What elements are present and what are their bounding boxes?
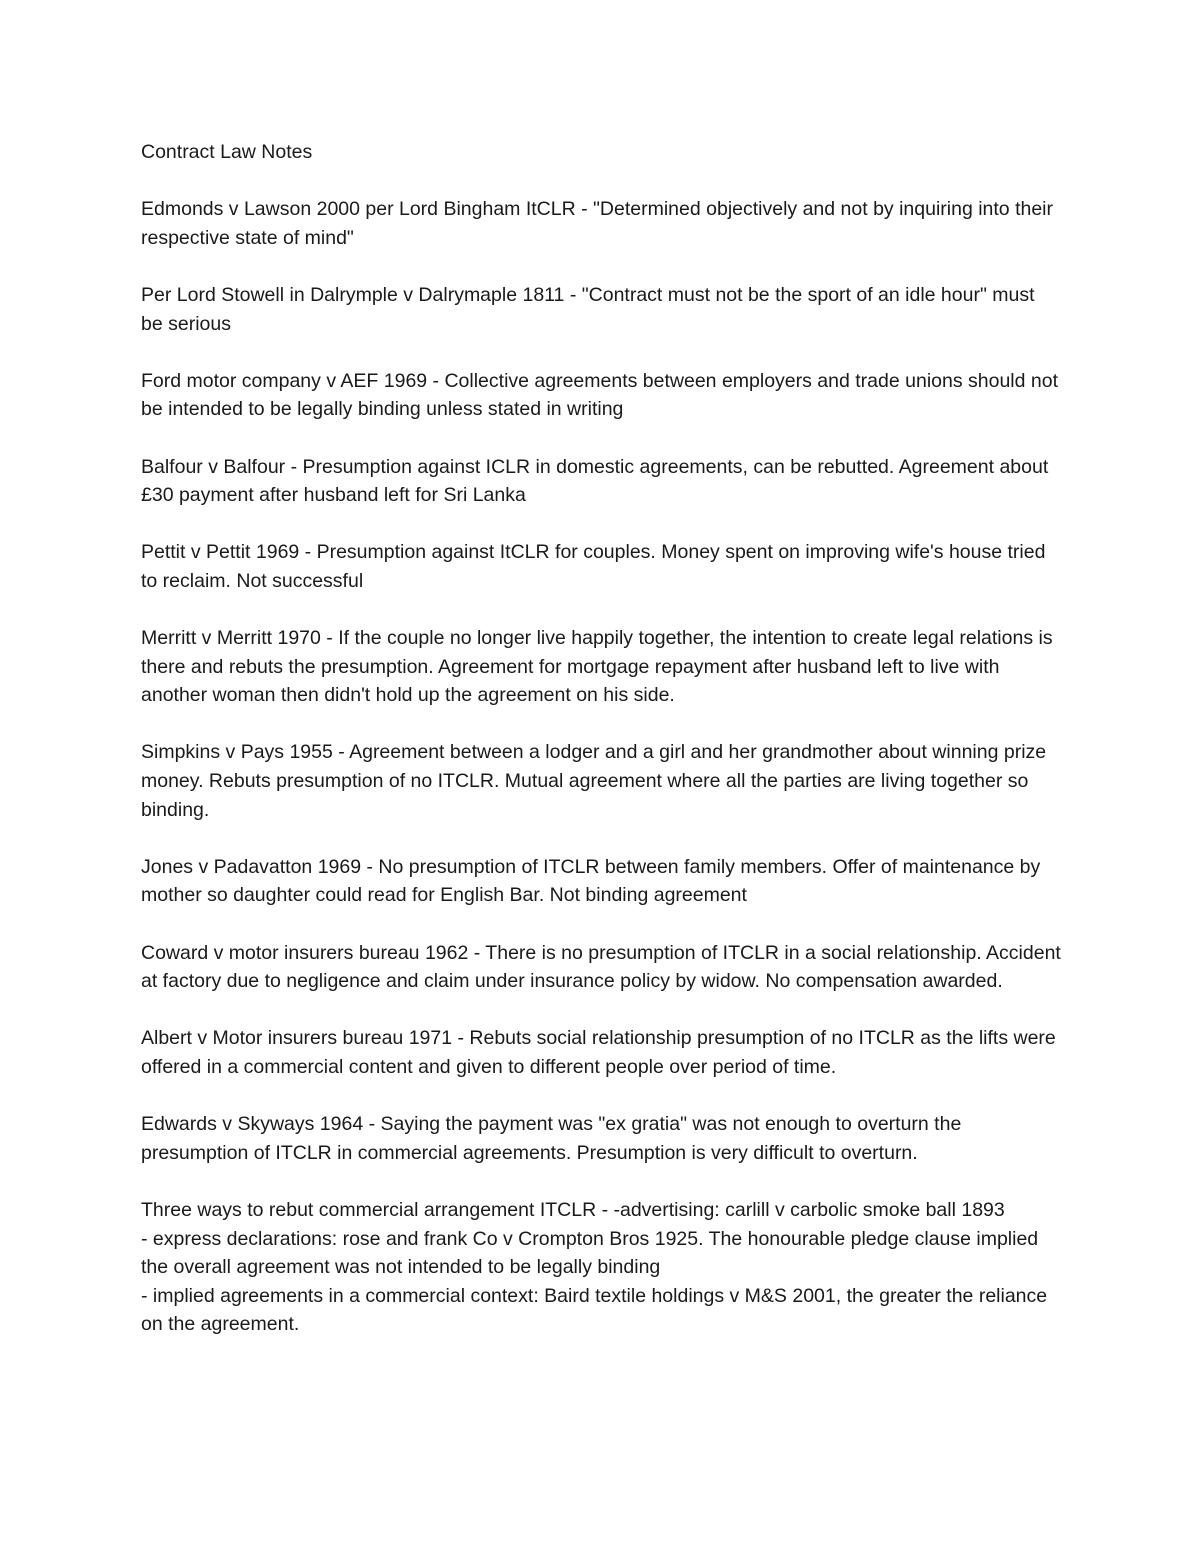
three-ways-implied-agreements-line: - implied agreements in a commercial context: Baird textile holdings v M&S 2001, the greater the reliance on the agreement. (141, 1284, 1048, 1336)
three-ways-intro-line: Three ways to rebut commercial arrangement ITCLR - -advertising: carlill v carbolic smoke ball 1893 (141, 1198, 1005, 1221)
note-paragraph-albert: Albert v Motor insurers bureau 1971 - Rebuts social relationship presumption of no ITCLR as the lifts were offered in a commercial content and given to different people over period of time. (141, 1027, 1056, 1078)
note-paragraph-coward: Coward v motor insurers bureau 1962 - There is no presumption of ITCLR in a social relationship. Accident at factory due to negligence and claim under insurance policy by widow. No compensation awarded. (141, 941, 1061, 993)
three-ways-express-declarations-line: - express declarations: rose and frank Co v Crompton Bros 1925. The honourable pledge clause implied the overall agreement was not intended to be legally binding (141, 1227, 1039, 1279)
note-paragraph-simpkins: Simpkins v Pays 1955 - Agreement between a lodger and a girl and her grandmother about winning prize money. Rebuts presumption of no ITCLR. Mutual agreement where all the parties are living together so binding. (141, 741, 1047, 821)
document-body (141, 138, 1061, 1368)
note-paragraph-jones: Jones v Padavatton 1969 - No presumption of ITCLR between family members. Offer of maintenance by mother so daughter could read for English Bar. Not binding agreement (141, 855, 1041, 907)
note-paragraph-pettit: Pettit v Pettit 1969 - Presumption against ItCLR for couples. Money spent on improving wife's house tried to reclaim. Not successful (141, 541, 1046, 592)
note-paragraph-three-ways (141, 1196, 1061, 1339)
note-paragraph-balfour: Balfour v Balfour - Presumption against ICLR in domestic agreements, can be rebutted. Agreement about £30 payment after husband left for Sri Lanka (141, 455, 1049, 507)
note-paragraph-merritt: Merritt v Merritt 1970 - If the couple no longer live happily together, the intention to create legal relations is there and rebuts the presumption. Agreement for mortgage repayment after husband left to live with another woman then didn't hold up the agreement on his side. (141, 627, 1053, 707)
note-paragraph-dalrymple: Per Lord Stowell in Dalrymple v Dalrymaple 1811 - "Contract must not be the sport of an idle hour" must be serious (141, 283, 1035, 335)
note-paragraph-edmonds-v-lawson: Edmonds v Lawson 2000 per Lord Bingham ItCLR - "Determined objectively and not by inquiring into their respective state of mind" (141, 198, 1054, 249)
note-paragraph-ford-v-aef: Ford motor company v AEF 1969 - Collective agreements between employers and trade unions should not be intended to be legally binding unless stated in writing (141, 369, 1058, 421)
document-title: Contract Law Notes (141, 141, 313, 163)
note-paragraph-edwards: Edwards v Skyways 1964 - Saying the payment was "ex gratia" was not enough to overturn the presumption of ITCLR in commercial agreements. Presumption is very difficult to overturn. (141, 1113, 962, 1164)
